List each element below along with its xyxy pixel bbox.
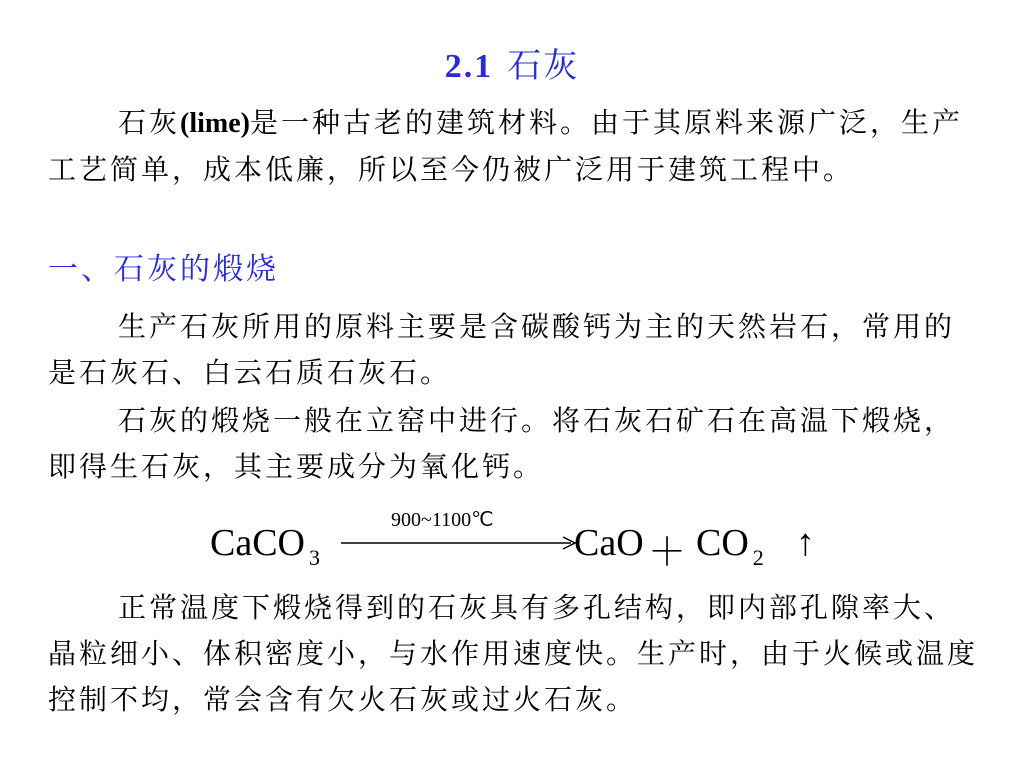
product-2-subscript: 2 <box>752 545 764 570</box>
section-number: 2.1 <box>444 48 494 85</box>
title-text: 石灰 <box>507 46 580 86</box>
raw-material-paragraph: 生产石灰所用的原料主要是含碳酸钙为主的天然岩石，常用的是石灰石、白云石质石灰石。 <box>48 310 956 389</box>
intro-rest: 是一种古老的建筑材料。由于其原料来源广泛，生产工艺简单，成本低廉，所以至今仍被广泛用于建筑工程中。 <box>48 106 963 186</box>
quicklime-paragraph: 正常温度下煅烧得到的石灰具有多孔结构，即内部孔隙率大、晶粒细小、体积密度小，与水作用速度快。生产时，由于火候或温度控制不均，常会含有欠火石灰或过火石灰。 <box>48 591 979 716</box>
section-heading: 一、石灰的煅烧 <box>48 252 279 287</box>
plus-sign: ＋ <box>648 532 687 574</box>
product-1: CaO <box>574 522 644 564</box>
reactant: CaCO $_3$ <box>210 522 320 570</box>
intro-latin-term: (lime) <box>180 108 250 139</box>
reaction-arrow-icon <box>341 533 581 553</box>
gas-arrow-icon: ↑ <box>796 522 815 564</box>
reaction-condition: 900~1100℃ <box>391 509 494 531</box>
slide-title <box>0 38 1024 87</box>
calcination-paragraph: 石灰的煅烧一般在立窑中进行。将石灰石矿石在高温下煅烧，即得生石灰，其主要成分为氧化钙。 <box>48 404 956 483</box>
intro-prefix: 石灰 <box>118 106 181 139</box>
product-2: CO $_2$ <box>696 522 764 570</box>
reactant-subscript: 3 <box>309 545 320 570</box>
chemical-equation <box>210 507 850 577</box>
intro-paragraph <box>48 100 983 193</box>
